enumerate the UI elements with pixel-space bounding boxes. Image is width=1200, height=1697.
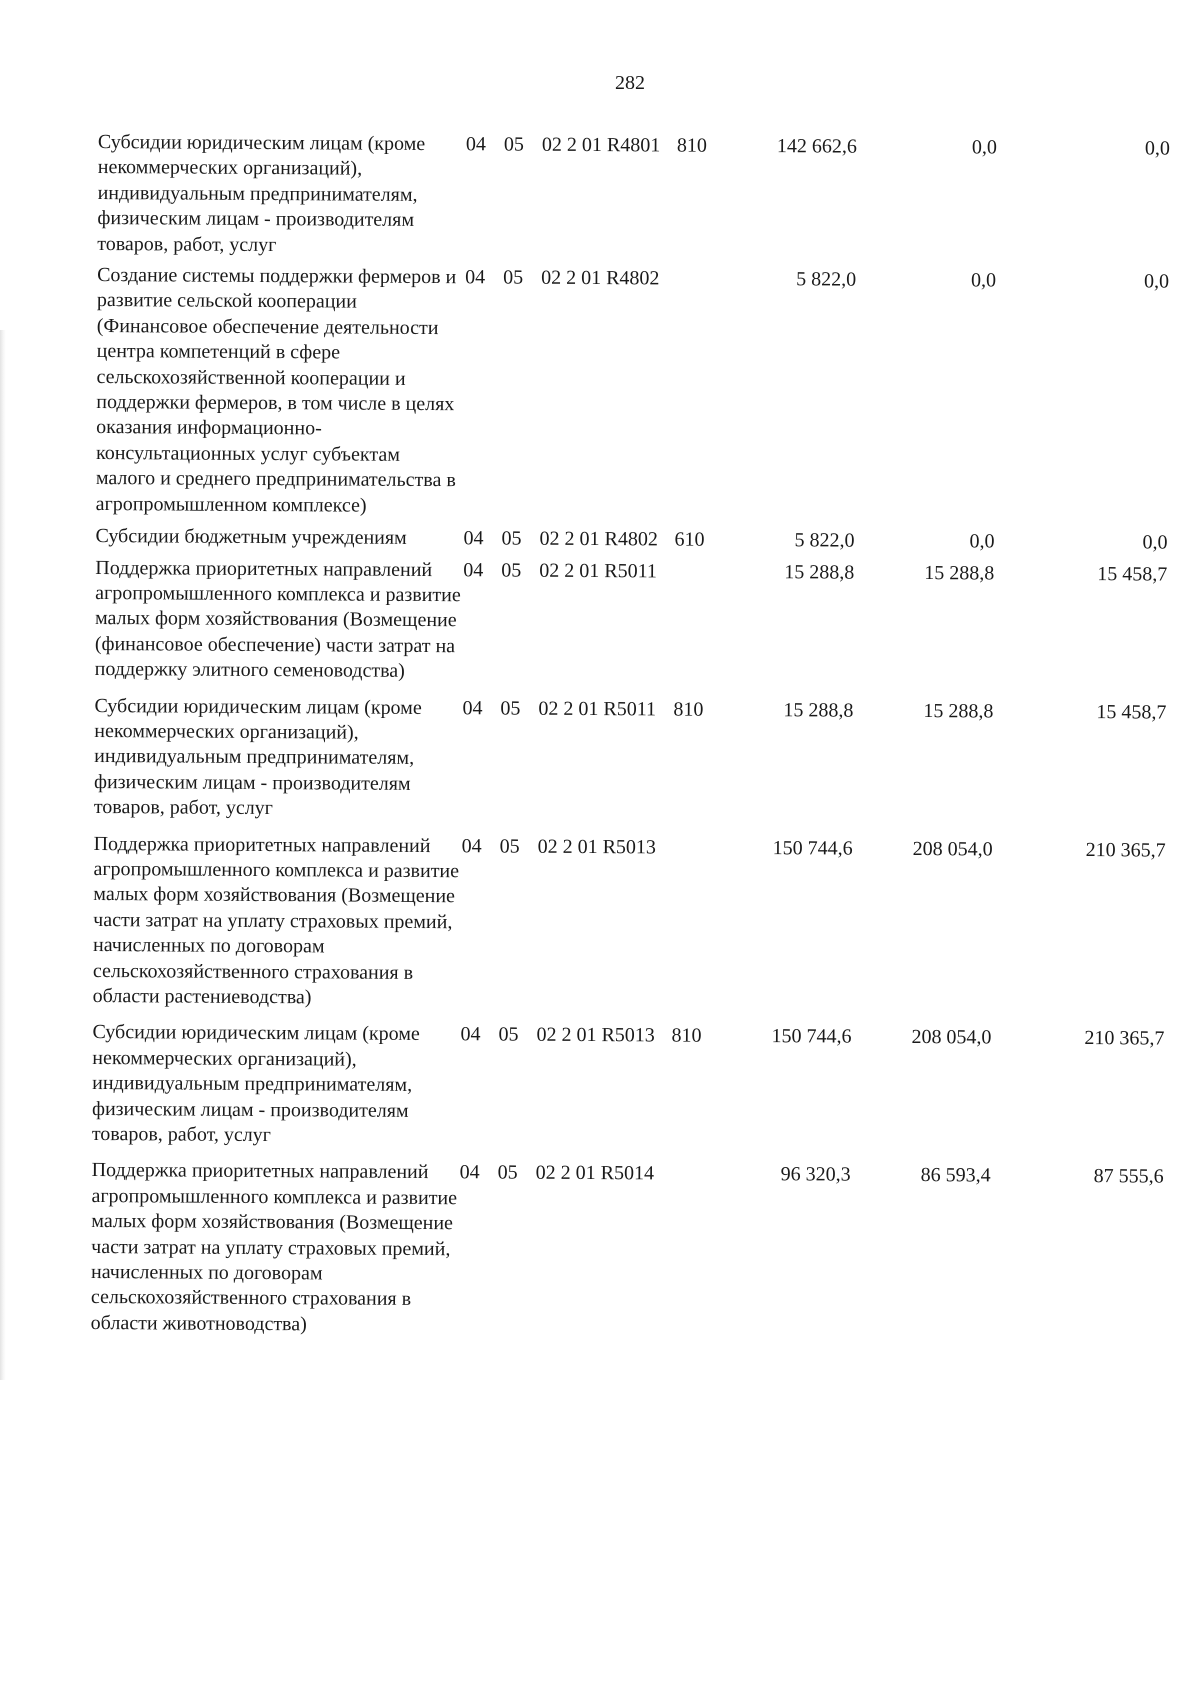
row-target-article: 02 2 01 R5014	[535, 1162, 655, 1185]
row-amount-year-2: 0,0	[969, 530, 995, 553]
row-amount-year-1: 5 822,0	[794, 529, 855, 552]
row-subsection: 05	[501, 558, 522, 582]
row-amount-year-3: 15 458,7	[1096, 700, 1167, 724]
row-name: Поддержка приоритетных направлений агропромышленного комплекса и развитие малых форм хозяйствования (Возмещение (финансовое обеспечение) части затрат на поддержку элитного семеноводства)	[94, 556, 461, 683]
row-amount-year-1: 5 822,0	[796, 268, 857, 291]
row-target-article: 02 2 01 R5013	[536, 1024, 655, 1047]
table-row	[95, 524, 1167, 556]
row-expense-type: 810	[671, 1024, 702, 1048]
table-row	[91, 1158, 1164, 1342]
page-number: 282	[615, 72, 645, 94]
row-subsection: 05	[503, 266, 524, 289]
row-name: Поддержка приоритетных направлений агропромышленного комплекса и развитие малых форм хозяйствования (Возмещение части затрат на уплату страховых премий, начисленных по договорам сельскохозяйственного страхования в области животноводства)	[90, 1159, 458, 1336]
row-amount-year-3: 15 458,7	[1097, 562, 1168, 586]
row-target-article: 02 2 01 R4802	[539, 527, 658, 551]
scan-edge-shadow	[0, 330, 6, 1380]
row-subsection: 05	[498, 1023, 519, 1046]
row-amount-year-2: 208 054,0	[911, 1026, 992, 1049]
row-target-article: 02 2 01 R4802	[541, 266, 660, 290]
row-amount-year-3: 0,0	[1144, 270, 1170, 293]
row-amount-year-2: 86 593,4	[920, 1164, 991, 1187]
table-row	[92, 1020, 1165, 1154]
row-amount-year-1: 142 662,6	[776, 135, 857, 158]
table-row	[95, 555, 1168, 689]
row-target-article: 02 2 01 R5011	[538, 697, 657, 720]
table-row	[97, 130, 1170, 264]
table-row	[94, 694, 1167, 828]
row-subsection: 05	[501, 527, 522, 550]
row-expense-type: 810	[673, 698, 704, 721]
table-row	[93, 832, 1166, 1016]
row-section: 04	[465, 133, 486, 156]
row-amount-year-3: 87 555,6	[1093, 1165, 1164, 1188]
row-section: 04	[462, 696, 483, 719]
row-amount-year-1: 15 288,8	[784, 560, 855, 584]
row-section: 04	[465, 266, 486, 289]
row-amount-year-3: 210 365,7	[1084, 1027, 1165, 1050]
row-amount-year-2: 15 288,8	[923, 699, 994, 723]
row-name: Субсидии юридическим лицам (кроме некоммерческих организаций), индивидуальным предпринимателям, физическим лицам - производителям товаров, работ, услуг	[97, 130, 426, 256]
row-expense-type: 610	[674, 528, 705, 551]
row-amount-year-3: 0,0	[1142, 531, 1168, 554]
row-target-article: 02 2 01 R5013	[537, 835, 657, 858]
row-subsection: 05	[500, 697, 521, 720]
budget-table	[91, 130, 1170, 1343]
row-subsection: 05	[499, 835, 520, 858]
row-subsection: 05	[497, 1161, 518, 1185]
row-amount-year-2: 0,0	[971, 136, 997, 159]
row-amount-year-3: 0,0	[1144, 137, 1170, 160]
row-section: 04	[459, 1161, 480, 1184]
row-amount-year-2: 0,0	[971, 269, 997, 292]
row-amount-year-1: 150 744,6	[772, 836, 853, 860]
row-amount-year-3: 210 365,7	[1085, 838, 1166, 862]
row-name: Субсидии юридическим лицам (кроме некоммерческих организаций), индивидуальным предпринимателям, физическим лицам - производителям товаров, работ, услуг	[93, 694, 422, 820]
row-amount-year-1: 150 744,6	[771, 1025, 852, 1049]
row-name: Субсидии бюджетным учреждениям	[95, 525, 407, 549]
row-section: 04	[463, 558, 484, 581]
row-section: 04	[461, 834, 482, 857]
row-amount-year-1: 15 288,8	[783, 698, 854, 722]
row-amount-year-2: 208 054,0	[912, 837, 993, 861]
row-section: 04	[463, 527, 484, 550]
row-target-article: 02 2 01 R5011	[539, 559, 657, 582]
row-name: Субсидии юридическим лицам (кроме некоммерческих организаций), индивидуальным предпринимателям, физическим лицам - производителям товаров, работ, услуг	[91, 1021, 420, 1147]
row-subsection: 05	[503, 133, 524, 156]
row-amount-year-2: 15 288,8	[924, 561, 995, 584]
row-section: 04	[460, 1023, 481, 1046]
row-amount-year-1: 96 320,3	[780, 1163, 851, 1187]
row-name: Создание системы поддержки фермеров и развитие сельской кооперации (Финансовое обеспечение деятельности центра компетенций в сфере сельскохозяйственной кооперации и поддержки фермеров, в том числе в целях оказания информационно-консультационных услуг субъектам малого и среднего предпринимательства в агропромышленном комплексе)	[95, 264, 457, 517]
table-row	[96, 263, 1170, 524]
row-expense-type: 810	[676, 134, 707, 157]
row-name: Поддержка приоритетных направлений агропромышленного комплекса и развитие малых форм хозяйствования (Возмещение части затрат на уплату страховых премий, начисленных по договорам сельскохозяйственного страхования в области растениеводства)	[92, 832, 460, 1009]
row-target-article: 02 2 01 R4801	[541, 133, 661, 157]
